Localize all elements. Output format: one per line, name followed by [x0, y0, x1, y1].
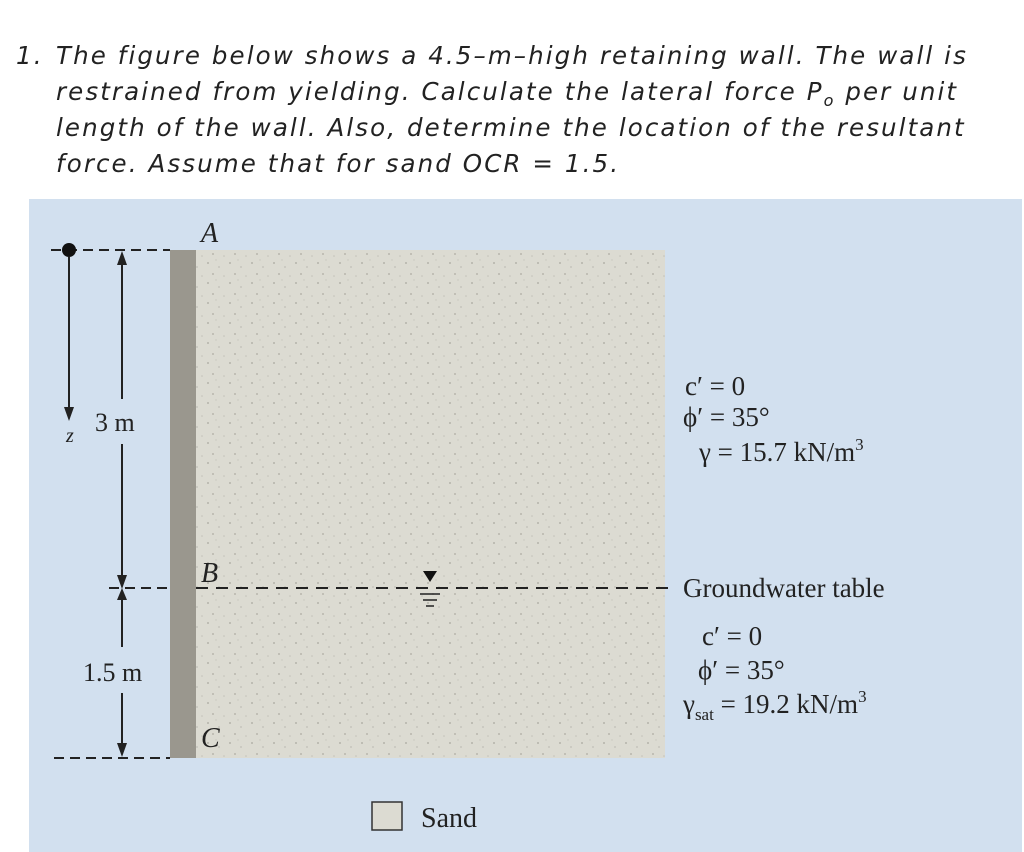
lower-friction-angle: ϕ′ = 35°	[698, 655, 785, 685]
groundwater-table-label: Groundwater table	[683, 573, 885, 603]
problem-line-4: force. Assume that for sand OCR = 1.5.	[56, 149, 621, 178]
retaining-wall-diagram	[29, 199, 1022, 852]
problem-number: 1.	[16, 41, 44, 70]
upper-dimension-arrow-top	[117, 251, 127, 265]
problem-line-3: length of the wall. Also, determine the location of the resultant	[56, 113, 966, 142]
upper-friction-angle: ϕ′ = 35°	[683, 402, 770, 432]
z-axis-label: z	[66, 425, 74, 447]
point-c-label: C	[201, 723, 220, 754]
lower-unit-weight: $\gamma_{sat} = 19.2$ $kN/m^3$	[683, 687, 867, 724]
lower-dimension-arrow-bottom	[117, 743, 127, 757]
upper-unit-weight: γ = 15.7 $kN/m^3$	[699, 435, 864, 467]
point-a-label: A	[201, 218, 219, 249]
force-subscript: o	[823, 90, 836, 110]
problem-line-2-end: per unit	[835, 77, 959, 106]
lower-dimension-label: 1.5 m	[83, 658, 143, 687]
legend-sand-label: Sand	[421, 803, 477, 834]
legend-sand-swatch	[372, 802, 402, 830]
problem-line-1: The figure below shows a 4.5–m–high retaining wall. The wall is	[56, 41, 968, 70]
point-b-label: B	[201, 558, 219, 589]
retaining-wall-figure	[29, 199, 1022, 852]
lower-cohesion: c′ = 0	[702, 621, 763, 651]
upper-dimension-arrow-bottom	[117, 575, 127, 589]
upper-dimension-label: 3 m	[95, 408, 135, 437]
retaining-wall	[170, 250, 196, 758]
depth-origin-dot	[62, 243, 76, 257]
problem-line-2-text: restrained from yielding. Calculate the lateral force P	[56, 77, 824, 106]
sand-texture	[195, 250, 665, 758]
upper-cohesion: c′ = 0	[685, 371, 746, 401]
z-axis-arrowhead	[64, 407, 74, 421]
